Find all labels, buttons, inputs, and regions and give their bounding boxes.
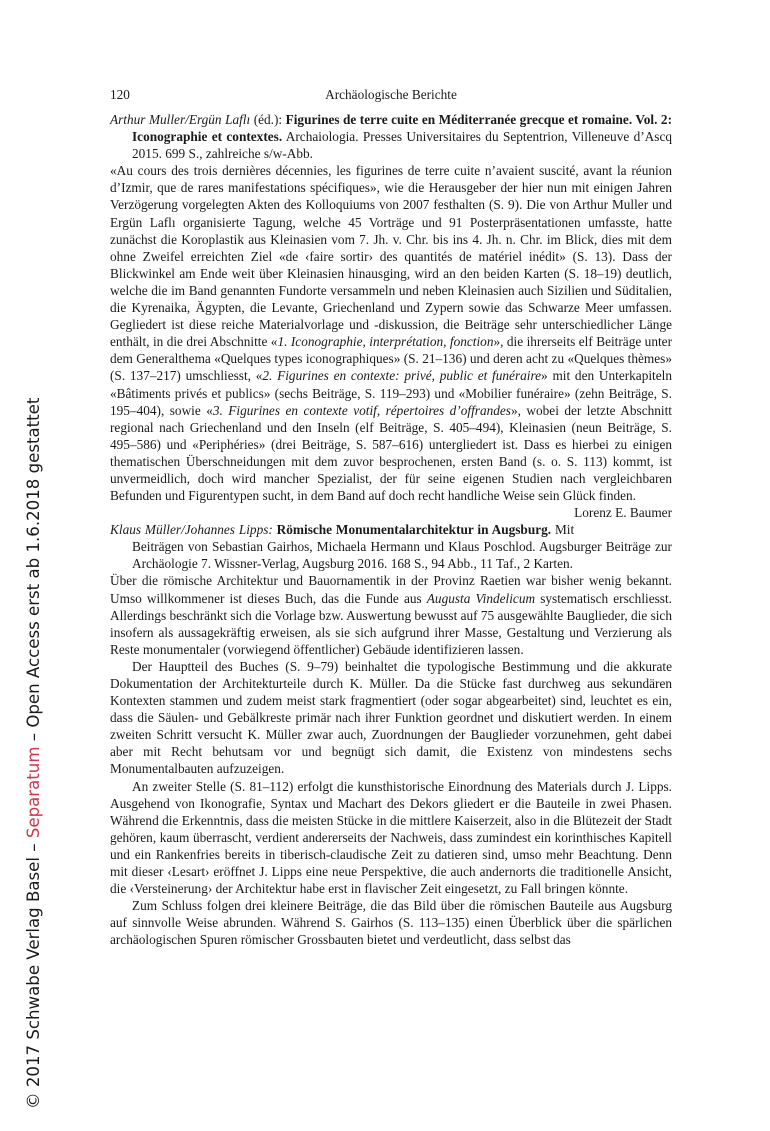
place-name: Augusta Vindelicum: [426, 590, 536, 606]
section-title: 2. Figurines en contexte: privé, public et funéraire: [262, 368, 542, 384]
entry-authors: Arthur Muller/Ergün Laflı: [110, 112, 251, 127]
editor-marker: (éd.):: [250, 112, 286, 127]
entry-publication: Archaiologia. Presses Universitaires du Septentrion, Villeneuve d’Ascq 2015. 699 S., zahlreiche s/w-Abb.: [132, 129, 672, 162]
page-header: [110, 86, 672, 104]
entry-authors: Klaus Müller/Johannes Lipps:: [110, 522, 273, 538]
entry-body: [110, 162, 672, 521]
text-run: », wobei der letzte Abschnitt regional nach Griechenland und den Inseln (elf Beiträge, S. 405–494), Kleinasien (neun Beiträge, S. 495–586) und «Periphéries» (drei Beiträge, S. 587–616) untergliedert ist. Dass es hierbei zu einigen thematischen Überschneidungen mit dem zuvor besprochenen, ersten Band (s. o. S. 113) kommt, ist unvermeidlich, doch wird mancher Spezialist, der für seine eigenen Studien nach vergleichbaren Befunden und Figurentypen sucht, in dem Band auf doch recht handliche Weise sein Glück finden.: [110, 402, 672, 504]
copyright-text: © 2017 Schwabe Verlag Basel –: [24, 838, 43, 1109]
review-entry-1: [110, 111, 672, 521]
text-run: systematisch erschliesst. Allerdings beschränkt sich die Vorlage bzw. Auswertung bewusst auf 75 ausgewählte Bauglieder, die sich insofern als aussagekräftig erweisen, als sie sich aufgrund ihrer Masse, Gestaltung und Verzierung als Reste monumentaler (vorwiegend öffentlicher) Gebäude identifizieren lassen.: [110, 590, 672, 657]
text-run: » mit den Unterkapiteln «Bâtiments privés et publics» (sechs Beiträge, S. 119–293) und «Mobilier funéraire» (zehn Beiträge, S. 195–404), sowie «: [110, 368, 672, 418]
review-entry-2: [110, 521, 672, 948]
paragraph: [110, 162, 672, 521]
entry-body: [110, 572, 672, 948]
page: [110, 86, 672, 949]
entry-title: Figurines de terre cuite en Méditerranée grecque et romaine. Vol. 2: Iconographie et contextes.: [132, 112, 672, 145]
text-run: «Au cours des trois dernières décennies, les figurines de terre cuite n’avaient suscité, avant la réunion d’Izmir, que de rares manifestations spécifiques», wie die Herausgeber der hier nun mit einigen Jahren Verzögerung vorgelegten Akten des Kolloquiums von 2007 festhalten (S. 9). Die von Arthur Muller und Ergün Laflı organisierte Tagung, welche 45 Vorträge und 91 Posterpräsentationen umfasste, hatte zunächst die Koroplastik aus Kleinasien vom 7. Jh. v. Chr. bis ins 4. Jh. n. Chr. im Blick, dies mit dem ohne Zweifel erreichten Ziel «de ‹faire sortir› des quantités de matériel inédit» (S. 13). Dass der Blickwinkel am Ende weit über Kleinasien hinausging, wird an den beiden Karten (S. 18–19) deutlich, welche die im Band genannten Fundorte versammeln und neben Kleinasien auch Sizilien und Süditalien, die Kyrenaika, Ägypten, die Levante, Griechenland und Zypern sowie das Schwarze Meer umfassen. Gegliedert ist diese reiche Materialvorlage und -diskussion, die Beiträge sehr unterschiedlicher Länge enthält, in die drei Abschnitte «: [110, 163, 672, 350]
running-head: Archäologische Berichte: [325, 87, 457, 102]
paragraph: Zum Schluss folgen drei kleinere Beiträge, die das Bild über die römischen Bauteile aus Augsburg auf sinnvolle Weise abrunden. Während S. Gairhos (S. 113–135) einen Überblick über die spärlichen archäologischen Spuren römischer Grossbauten bietet und verdeutlicht, dass selbst das: [110, 898, 672, 948]
separatum-label: Separatum: [24, 746, 43, 839]
section-title: 1. Iconographie, interprétation, fonction: [277, 334, 494, 350]
paragraph: Der Hauptteil des Buches (S. 9–79) beinhaltet die typologische Bestimmung und die akkurate Dokumentation der Architekturteile durch K. Müller. Da die Stücke fast durchweg aus sekundären Kontexten stammen und zudem meist stark fragmentiert (oder sogar abgearbeitet) sind, leuchtet es ein, dass die Säulen- und Gebälkreste primär nach ihrer Funktion geordnet und diskutiert werden. In einem zweiten Schritt versucht K. Müller zwar auch, Zuordnungen der Bauglieder vorzunehmen, geht dabei aber mit Recht behutsam vor und begnügt sich damit, die Existenz von mindestens sechs Monumentalbauten aufzuzeigen.: [110, 658, 672, 777]
copyright-margin-note: [23, 397, 45, 1109]
entry-publication: Mit Beiträgen von Sebastian Gairhos, Michaela Hermann und Klaus Poschlod. Augsburger Beiträge zur Archäologie 7. Wissner-Verlag, Augsburg 2016. 168 S., 94 Abb., 11 Taf., 2 Karten.: [132, 522, 672, 572]
paragraph: An zweiter Stelle (S. 81–112) erfolgt die kunsthistorische Einordnung des Materials durch J. Lipps. Ausgehend von Ikonografie, Syntax und Machart des Dekors gliedert er die Bauteile in zwei Phasen. Während die Erkenntnis, dass die meisten Stücke in die mittlere Kaiserzeit, also in die Blütezeit der Stadt gehören, kaum überrascht, verdient andererseits der Nachweis, dass zumindest ein korinthisches Kapitell und ein Rankenfries bereits in tiberisch-claudische Zeit zu datieren sind, umso mehr Beachtung. Denn mit dieser ‹Lesart› eröffnet J. Lipps eine neue Perspektive, die auch andernorts die traditionelle Ansicht, die ‹Versteinerung› der Architektur habe erst in flavischer Zeit eingesetzt, zu Fall bringen könnte.: [110, 778, 672, 897]
entry-citation: [110, 111, 672, 162]
section-title: 3. Figurines en contexte votif, répertoires d’offrandes: [212, 402, 511, 418]
page-number: 120: [110, 87, 130, 102]
open-access-text: – Open Access erst ab 1.6.2018 gestattet: [24, 397, 43, 747]
text-run: », die ihrerseits elf Beiträge unter dem Generalthema «Quelques types iconographiques» (S. 21–136) und deren acht zu «Quelques thèmes» (S. 137–217) umschliesst, «: [110, 334, 672, 384]
entry-title: Römische Monumentalarchitektur in Augsburg.: [272, 522, 552, 538]
paragraph: [110, 572, 672, 657]
reviewer-name: Lorenz E. Baumer: [574, 505, 672, 521]
text-run: Über die römische Architektur und Bauornamentik in der Provinz Raetien war bisher wenig bekannt. Umso willkommener ist dieses Buch, das die Funde aus: [110, 573, 672, 606]
entry-citation: [110, 521, 672, 572]
